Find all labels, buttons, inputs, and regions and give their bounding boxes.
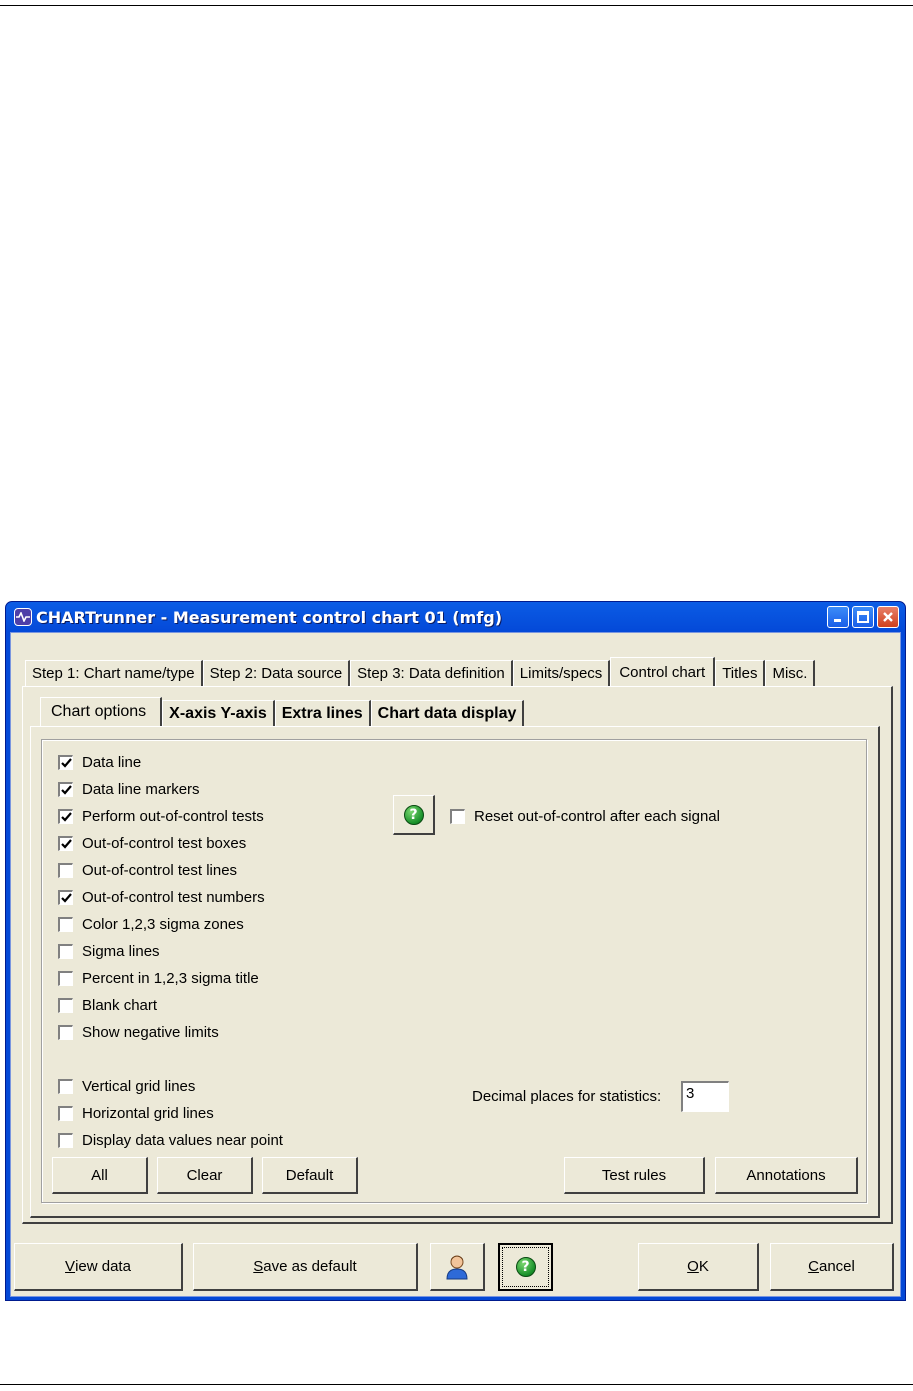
help-icon: ? — [404, 805, 424, 825]
view-data-label: iew data — [75, 1258, 131, 1275]
cancel-accel: C — [808, 1258, 819, 1275]
outer-tab-strip — [25, 657, 911, 686]
chart-option-checkbox[interactable] — [58, 835, 246, 852]
view-data-accel: V — [65, 1258, 76, 1275]
checkbox-box[interactable] — [58, 782, 73, 797]
reset-ooc-label: Reset out-of-control after each signal — [474, 808, 720, 825]
minimize-button[interactable] — [827, 606, 849, 628]
checkbox-box[interactable] — [58, 1025, 73, 1040]
checkbox-box[interactable] — [450, 809, 465, 824]
user-icon — [445, 1254, 469, 1280]
help-icon: ? — [516, 1257, 536, 1277]
checkbox-label: Out-of-control test numbers — [82, 889, 265, 906]
checkbox-label: Perform out-of-control tests — [82, 808, 264, 825]
checkbox-label: Data line — [82, 754, 142, 771]
chart-option-checkbox[interactable] — [58, 943, 160, 960]
decimal-places-input[interactable]: 3 — [681, 1081, 729, 1112]
checkbox-label: Show negative limits — [82, 1024, 219, 1041]
annotations-button[interactable]: Annotations — [715, 1157, 858, 1194]
ok-button[interactable] — [638, 1243, 759, 1291]
tab-x-axis-y-axis[interactable]: X-axis Y-axis — [162, 700, 275, 726]
checkbox-label: Color 1,2,3 sigma zones — [82, 916, 244, 933]
checkbox-label: Sigma lines — [82, 943, 160, 960]
grid-option-checkbox[interactable] — [58, 1078, 195, 1095]
checkbox-label: Percent in 1,2,3 sigma title — [82, 970, 259, 987]
checkmark-icon — [61, 785, 72, 796]
chart-option-checkbox[interactable] — [58, 754, 141, 771]
checkbox-box[interactable] — [58, 1079, 73, 1094]
checkbox-box[interactable] — [58, 917, 73, 932]
all-button[interactable]: All — [52, 1157, 148, 1194]
checkbox-box[interactable] — [58, 755, 73, 770]
tab-step2-data-source[interactable]: Step 2: Data source — [203, 660, 351, 686]
chart-option-checkbox[interactable] — [58, 997, 157, 1014]
chart-option-checkbox[interactable] — [58, 808, 264, 825]
minimize-icon — [832, 611, 844, 623]
tab-misc[interactable]: Misc. — [765, 660, 815, 686]
chart-option-checkbox[interactable] — [58, 1024, 219, 1041]
view-data-button[interactable] — [14, 1243, 183, 1291]
checkbox-label: Horizontal grid lines — [82, 1105, 214, 1122]
checkbox-label: Out-of-control test boxes — [82, 835, 247, 852]
window-title: CHARTrunner - Measurement control chart 01 (mfg) — [36, 607, 502, 627]
checkbox-box[interactable] — [58, 971, 73, 986]
checkbox-box[interactable] — [58, 998, 73, 1013]
checkbox-box[interactable] — [58, 863, 73, 878]
test-rules-button[interactable]: Test rules — [564, 1157, 705, 1194]
reset-ooc-checkbox[interactable] — [450, 808, 720, 825]
checkbox-label: Display data values near point — [82, 1132, 283, 1149]
tab-chart-data-display[interactable]: Chart data display — [371, 700, 525, 726]
maximize-icon — [857, 611, 869, 623]
inner-tab-strip — [40, 698, 524, 726]
chart-option-checkbox[interactable] — [58, 916, 244, 933]
checkbox-box[interactable] — [58, 836, 73, 851]
ooc-help-button[interactable] — [393, 795, 435, 835]
checkbox-label: Vertical grid lines — [82, 1078, 196, 1095]
cancel-label: ancel — [818, 1258, 855, 1275]
checkmark-icon — [61, 812, 72, 823]
maximize-button[interactable] — [852, 606, 874, 628]
save-default-accel: S — [253, 1258, 264, 1275]
tab-step1-chart-name[interactable]: Step 1: Chart name/type — [25, 660, 203, 686]
tab-titles[interactable]: Titles — [715, 660, 765, 686]
save-as-default-button[interactable] — [193, 1243, 418, 1291]
chart-option-checkbox[interactable] — [58, 970, 259, 987]
ok-label: K — [698, 1258, 709, 1275]
checkbox-label: Out-of-control test lines — [82, 862, 238, 879]
checkbox-box[interactable] — [58, 809, 73, 824]
page-top-rule — [0, 5, 913, 6]
ok-accel: O — [687, 1258, 699, 1275]
tab-extra-lines[interactable]: Extra lines — [275, 700, 371, 726]
page-bottom-rule — [0, 1384, 913, 1385]
checkmark-icon — [61, 758, 72, 769]
tab-limits-specs[interactable]: Limits/specs — [513, 660, 611, 686]
tab-control-chart[interactable]: Control chart — [610, 657, 715, 686]
tab-step3-data-definition[interactable]: Step 3: Data definition — [350, 660, 513, 686]
checkbox-label: Blank chart — [82, 997, 158, 1014]
clear-button[interactable]: Clear — [157, 1157, 253, 1194]
checkmark-icon — [61, 893, 72, 904]
chart-option-checkbox[interactable] — [58, 862, 237, 879]
grid-option-checkbox[interactable] — [58, 1132, 283, 1149]
save-default-label: ave as default — [263, 1258, 357, 1275]
close-icon — [882, 611, 894, 623]
checkbox-box[interactable] — [58, 1133, 73, 1148]
cancel-button[interactable] — [770, 1243, 894, 1291]
default-button[interactable]: Default — [262, 1157, 358, 1194]
checkbox-box[interactable] — [58, 890, 73, 905]
checkbox-box[interactable] — [58, 944, 73, 959]
chart-option-checkbox[interactable] — [58, 889, 265, 906]
decimal-places-label: Decimal places for statistics: — [472, 1088, 662, 1105]
checkbox-box[interactable] — [58, 1106, 73, 1121]
tab-chart-options[interactable]: Chart options — [40, 697, 162, 726]
chart-app-icon[interactable] — [14, 608, 32, 626]
grid-option-checkbox[interactable] — [58, 1105, 214, 1122]
user-button[interactable] — [430, 1243, 485, 1291]
help-button[interactable] — [498, 1243, 553, 1291]
checkbox-label: Data line markers — [82, 781, 200, 798]
close-button[interactable] — [877, 606, 899, 628]
title-bar[interactable] — [10, 602, 901, 632]
chart-option-checkbox[interactable] — [58, 781, 200, 798]
checkmark-icon — [61, 839, 72, 850]
